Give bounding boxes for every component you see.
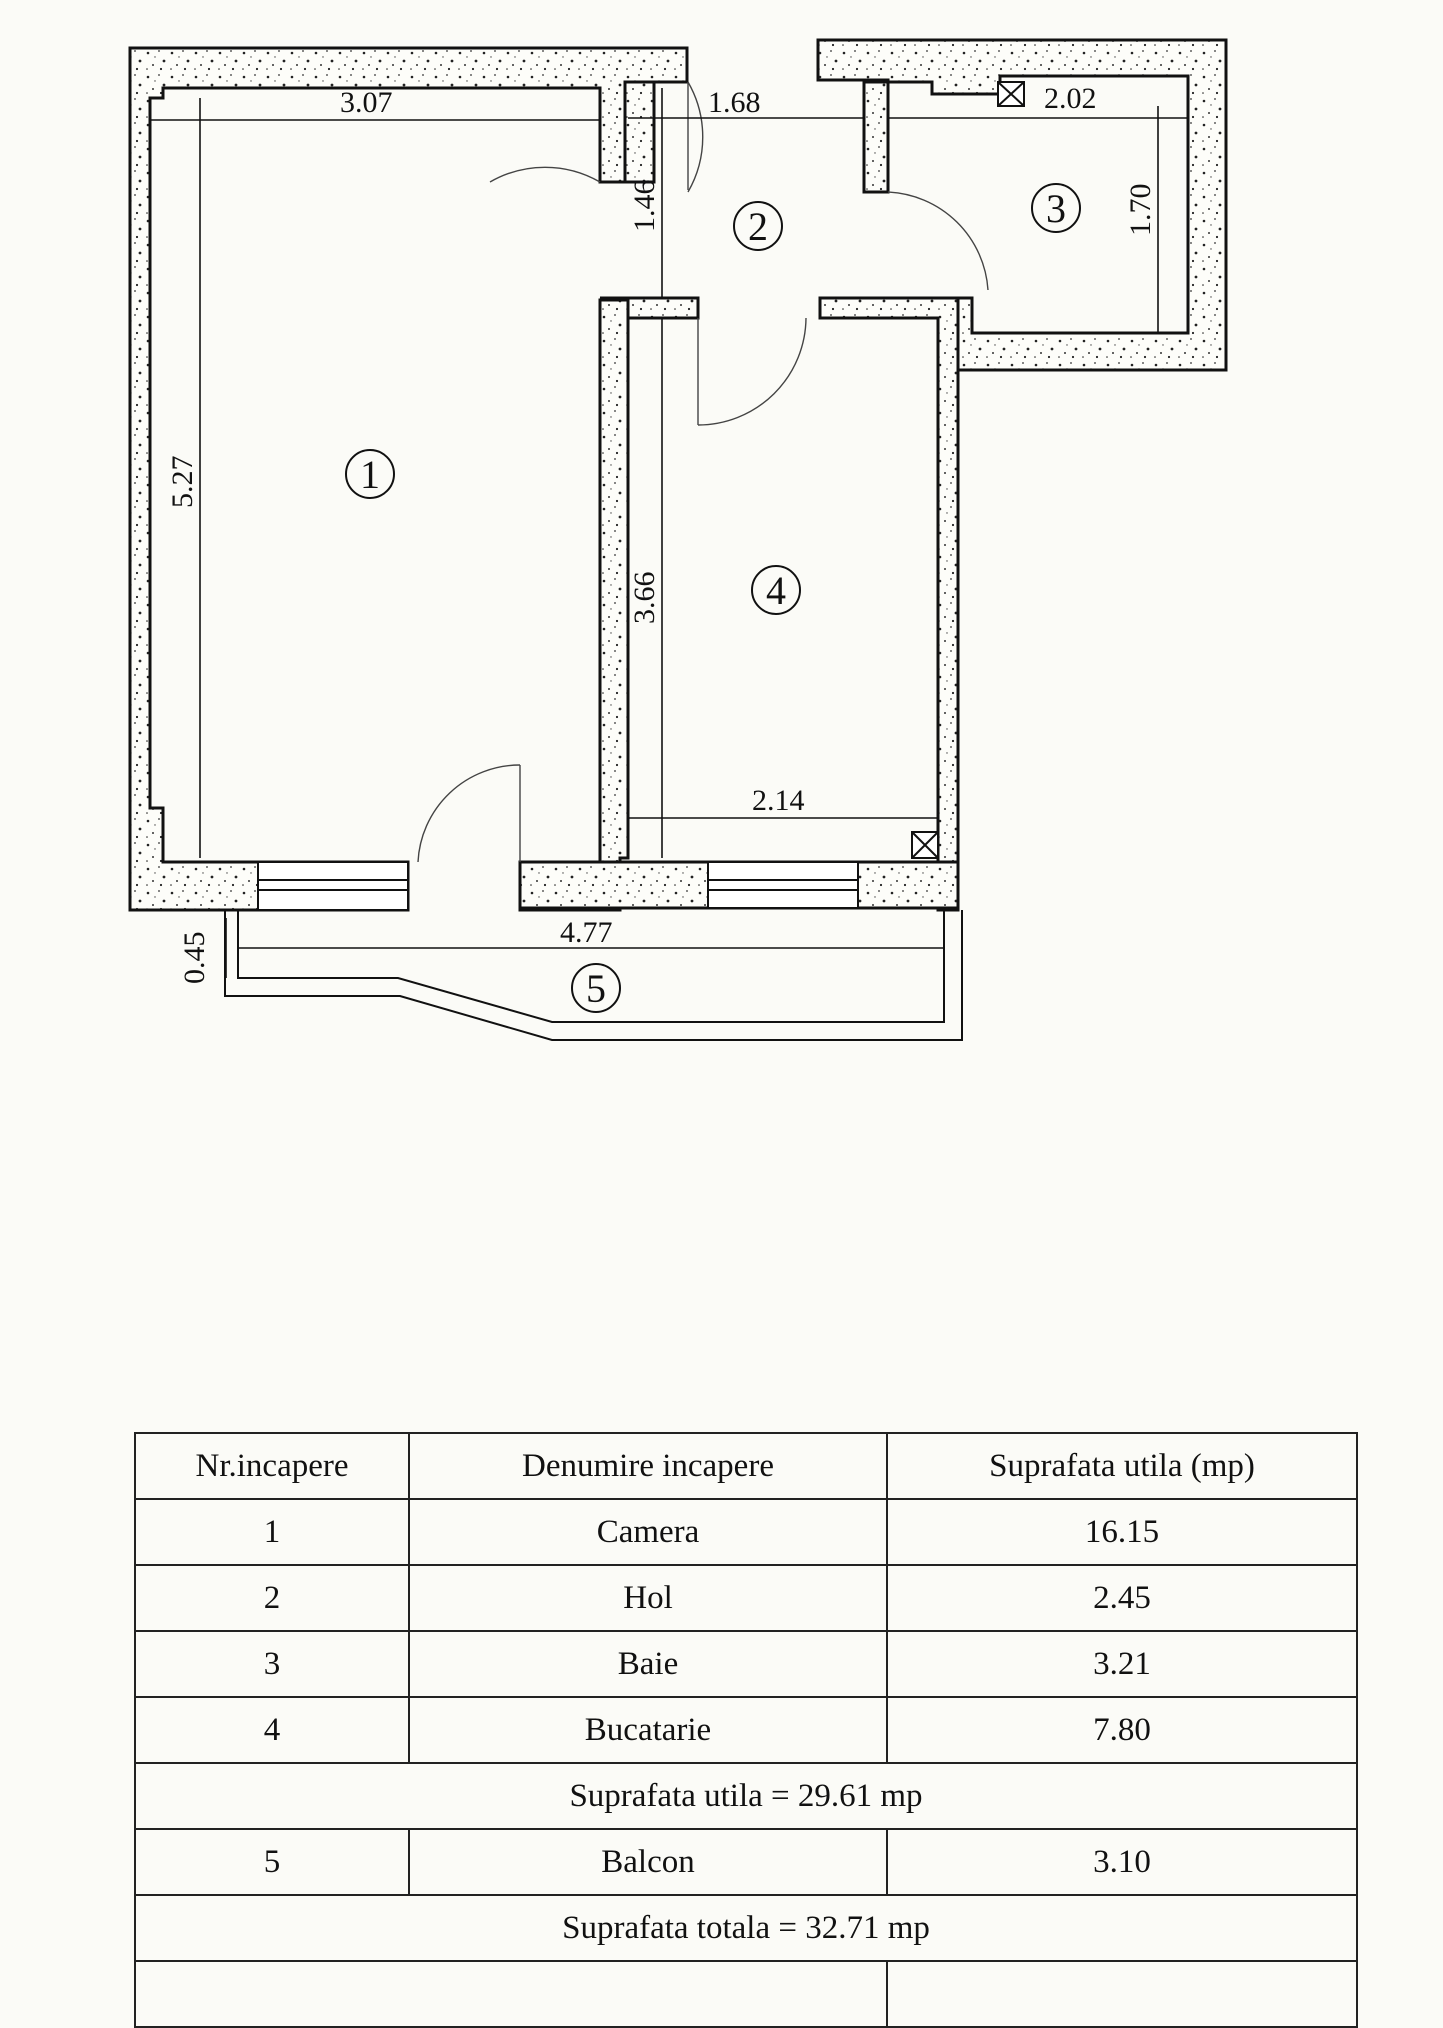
dim-hall-depth: 1.46 — [628, 179, 661, 232]
room-label-2 — [734, 202, 782, 250]
row-nr: 2 — [135, 1565, 409, 1631]
dim-room1-depth: 5.27 — [166, 455, 199, 508]
table-row — [135, 1697, 1357, 1763]
svg-text:2: 2 — [748, 204, 768, 249]
table-cut-row — [135, 1961, 1357, 2027]
area-table — [134, 1432, 1358, 2028]
room-label-4 — [752, 566, 800, 614]
row-area: 7.80 — [887, 1697, 1357, 1763]
useful-total-row — [135, 1763, 1357, 1829]
dimension-lines — [150, 88, 1188, 978]
room-label-5 — [572, 964, 620, 1012]
svg-text:1: 1 — [360, 452, 380, 497]
walls — [130, 40, 1226, 910]
cut-cell — [887, 1961, 1357, 2027]
useful-total: Suprafata utila = 29.61 mp — [135, 1763, 1357, 1829]
dim-room1-width: 3.07 — [340, 86, 393, 119]
row-name: Hol — [409, 1565, 887, 1631]
row-name: Bucatarie — [409, 1697, 887, 1763]
dim-kitchen-width: 2.14 — [752, 784, 805, 817]
dim-hall-width: 1.68 — [708, 86, 761, 119]
row-area: 16.15 — [887, 1499, 1357, 1565]
balcony-area: 3.10 — [887, 1829, 1357, 1895]
dim-bath-depth: 1.70 — [1124, 183, 1157, 236]
dim-bath-width: 2.02 — [1044, 82, 1097, 115]
fixtures — [912, 82, 1024, 858]
header-name: Denumire incapere — [409, 1433, 887, 1499]
svg-text:3: 3 — [1046, 186, 1066, 231]
table-row — [135, 1631, 1357, 1697]
row-name: Baie — [409, 1631, 887, 1697]
table-row — [135, 1565, 1357, 1631]
row-area: 3.21 — [887, 1631, 1357, 1697]
dim-balcony-depth: 0.45 — [178, 931, 211, 984]
hall-stub-wall — [625, 82, 654, 182]
dim-balcony-length: 4.77 — [560, 916, 613, 949]
room1-kitchen-wall — [520, 300, 628, 910]
header-area: Suprafata utila (mp) — [887, 1433, 1357, 1499]
header-nr: Nr.incapere — [135, 1433, 409, 1499]
row-nr: 4 — [135, 1697, 409, 1763]
grand-total-row — [135, 1895, 1357, 1961]
row-name: Camera — [409, 1499, 887, 1565]
balcony-nr: 5 — [135, 1829, 409, 1895]
svg-text:5: 5 — [586, 966, 606, 1011]
doors — [418, 82, 988, 862]
row-nr: 3 — [135, 1631, 409, 1697]
cut-cell — [135, 1961, 887, 2027]
hall-bath-wall — [864, 82, 888, 192]
row-nr: 1 — [135, 1499, 409, 1565]
balcony-name: Balcon — [409, 1829, 887, 1895]
room-label-3 — [1032, 184, 1080, 232]
balcony-row — [135, 1829, 1357, 1895]
room-label-1 — [346, 450, 394, 498]
row-area: 2.45 — [887, 1565, 1357, 1631]
svg-text:4: 4 — [766, 568, 786, 613]
table-header-row — [135, 1433, 1357, 1499]
grand-total: Suprafata totala = 32.71 mp — [135, 1895, 1357, 1961]
dim-kitchen-depth: 3.66 — [628, 571, 661, 624]
table-row — [135, 1499, 1357, 1565]
